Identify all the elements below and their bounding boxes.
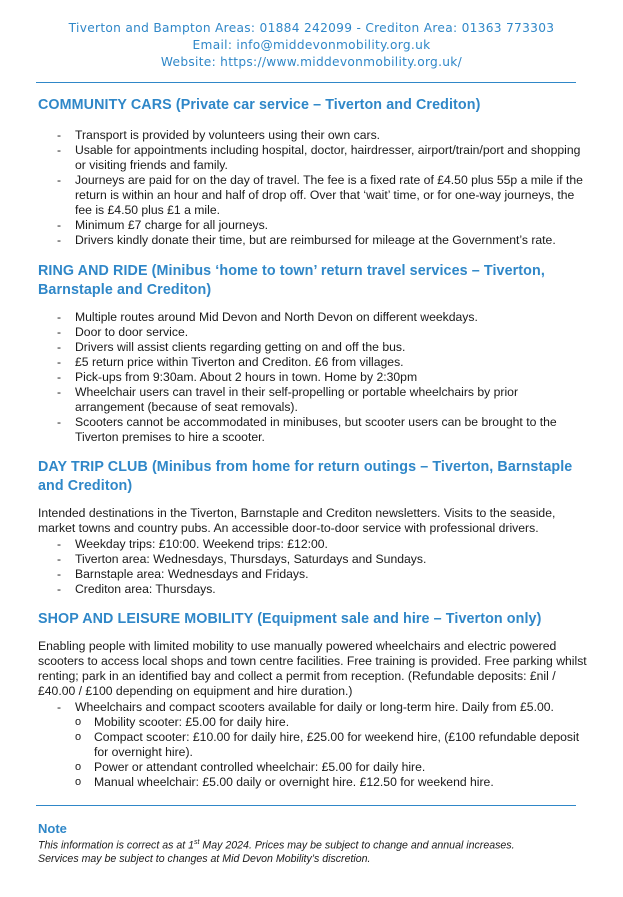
- bullet-list: [38, 700, 588, 790]
- note-text: May 2024. Prices may be subject to change and annual increases.: [199, 839, 515, 852]
- note-superscript: st: [194, 839, 200, 846]
- section-intro: Intended destinations in the Tiverton, Barnstaple and Crediton newsletters. Visits to the seaside, market towns and country pubs. An accessible door-to-door service with professional drivers.: [38, 506, 556, 535]
- list-item: - Wheelchair users can travel in their self-propelling or portable wheelchairs by prior arrangement (because of seat removals).: [38, 385, 588, 415]
- sub-list-item: o Manual wheelchair: £5.00 daily or overnight hire. £12.50 for weekend hire.: [75, 775, 588, 790]
- top-divider: [36, 82, 576, 83]
- website-line[interactable]: Website: https://www.middevonmobility.org.uk/: [160, 55, 463, 69]
- section-day-trip-club: [38, 458, 588, 597]
- list-item: - Drivers kindly donate their time, but are reimbursed for mileage at the Government’s rate.: [38, 233, 588, 248]
- list-item: - Usable for appointments including hospital, doctor, hairdresser, airport/train/port and shopping or visiting friends and family.: [38, 143, 588, 173]
- bullet-list: [38, 310, 588, 445]
- section-shop-and-leisure: [38, 610, 588, 790]
- note-text: This information is correct as at 1: [38, 839, 195, 852]
- sub-list-item: o Power or attendant controlled wheelchair: £5.00 for daily hire.: [75, 760, 588, 775]
- list-item: [38, 700, 588, 790]
- bullet-list: [38, 128, 588, 248]
- bullet-list: [38, 537, 588, 597]
- note-line-1: [38, 836, 598, 853]
- note-title: Note: [38, 821, 67, 836]
- list-item: - £5 return price within Tiverton and Crediton. £6 from villages.: [38, 355, 588, 370]
- section-title: COMMUNITY CARS (Private car service – Tiverton and Crediton): [38, 97, 481, 113]
- sub-list-item: o Compact scooter: £10.00 for daily hire, £25.00 for weekend hire, (£100 refundable deposit for overnight hire).: [75, 730, 588, 760]
- list-item: - Pick-ups from 9:30am. About 2 hours in town. Home by 2:30pm: [38, 370, 588, 385]
- section-community-cars: [38, 96, 588, 248]
- note-line-2: Services may be subject to changes at Mid Devon Mobility’s discretion.: [38, 853, 371, 866]
- section-ring-and-ride: [38, 262, 588, 445]
- list-item: - Door to door service.: [38, 325, 588, 340]
- list-item: - Weekday trips: £10:00. Weekend trips: £12:00.: [38, 537, 588, 552]
- list-item: - Minimum £7 charge for all journeys.: [38, 218, 588, 233]
- sub-list-item: o Mobility scooter: £5.00 for daily hire.: [75, 715, 588, 730]
- bottom-divider: [36, 805, 576, 806]
- note-block: [38, 821, 598, 867]
- list-item: - Transport is provided by volunteers using their own cars.: [38, 128, 588, 143]
- list-item: - Tiverton area: Wednesdays, Thursdays, Saturdays and Sundays.: [38, 552, 588, 567]
- contact-header: [0, 20, 623, 71]
- services-content: [38, 96, 588, 790]
- list-item: - Journeys are paid for on the day of travel. The fee is a fixed rate of £4.50 plus 55p a mile if the return is within an hour and half of drop off. Over that ‘wait’ time, or for one-way journeys, the fee is £4.50 plus £1 a mile.: [38, 173, 588, 218]
- list-item: - Crediton area: Thursdays.: [38, 582, 588, 597]
- sub-list: [75, 715, 588, 790]
- section-intro: Enabling people with limited mobility to use manually powered wheelchairs and electric powered scooters to access local shops and town centre facilities. Free training is provided. Free parking whilst renting; park in an identified bay and collect a permit from reception. (Refundable deposits: £nil / £40.00 / £100 depending on equipment and hire duration.): [38, 639, 587, 698]
- list-item: - Scooters cannot be accommodated in minibuses, but scooter users can be brought to the Tiverton premises to hire a scooter.: [38, 415, 588, 445]
- email-line[interactable]: Email: info@middevonmobility.org.uk: [192, 38, 431, 52]
- phone-numbers: Tiverton and Bampton Areas: 01884 242099 - Crediton Area: 01363 773303: [68, 21, 555, 35]
- section-title: RING AND RIDE (Minibus ‘home to town’ return travel services – Tiverton, Barnstaple and Crediton): [38, 263, 545, 298]
- list-item: - Drivers will assist clients regarding getting on and off the bus.: [38, 340, 588, 355]
- section-title: SHOP AND LEISURE MOBILITY (Equipment sale and hire – Tiverton only): [38, 611, 542, 627]
- section-title: DAY TRIP CLUB (Minibus from home for return outings – Tiverton, Barnstaple and Crediton): [38, 459, 573, 494]
- list-item-text: Wheelchairs and compact scooters available for daily or long-term hire. Daily from £5.00.: [75, 700, 554, 714]
- list-item: - Barnstaple area: Wednesdays and Fridays.: [38, 567, 588, 582]
- list-item: - Multiple routes around Mid Devon and North Devon on different weekdays.: [38, 310, 588, 325]
